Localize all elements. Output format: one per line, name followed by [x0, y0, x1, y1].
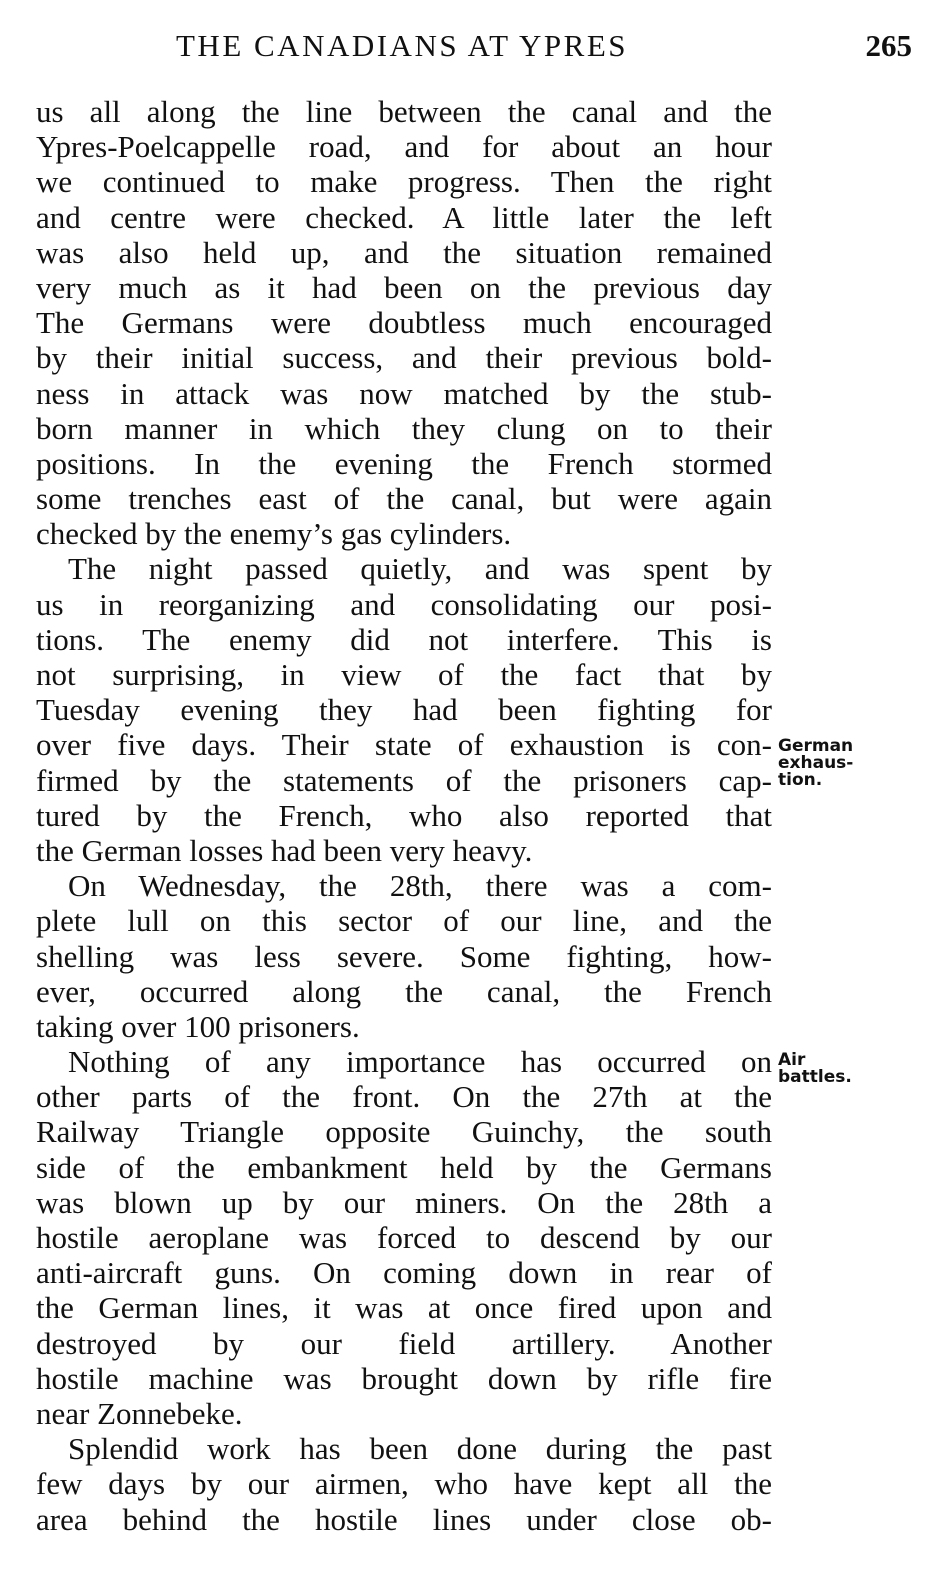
text-line: Railway Triangle opposite Guinchy, the south: [36, 1114, 772, 1150]
text-line: ness in attack was now matched by the stub-: [36, 375, 772, 411]
text-line: side of the embankment held by the Germans: [36, 1149, 772, 1185]
text-line: shelling was less severe. Some fighting, how-: [36, 938, 772, 974]
text-line: by their initial success, and their previous bold-: [36, 340, 772, 376]
body-text: [36, 94, 772, 1537]
text-line: Ypres-Poelcappelle road, and for about an hour: [36, 129, 772, 165]
text-line: Tuesday evening they had been fighting for: [36, 692, 772, 728]
text-line: other parts of the front. On the 27th at the: [36, 1079, 772, 1115]
sidenote-line: tion.: [778, 770, 823, 790]
sidenote-air-battles: [778, 1052, 852, 1086]
text-line: hostile machine was brought down by rifle fire: [36, 1360, 772, 1396]
text-line: us in reorganizing and consolidating our posi-: [36, 586, 772, 622]
text-line: tured by the French, who also reported that: [36, 797, 772, 833]
text-line: firmed by the statements of the prisoners cap-: [36, 762, 772, 798]
text-line: was blown up by our miners. On the 28th a: [36, 1184, 772, 1220]
sidenote-line: battles.: [778, 1067, 852, 1087]
text-line: and centre were checked. A little later the left: [36, 199, 772, 235]
text-line: very much as it had been on the previous day: [36, 269, 772, 305]
running-head: [36, 28, 912, 68]
text-line: Nothing of any importance has occurred on: [68, 1044, 772, 1080]
sidenote-german-exhaustion: [778, 738, 853, 789]
text-line: taking over 100 prisoners.: [36, 1008, 360, 1044]
text-line: ever, occurred along the canal, the French: [36, 973, 772, 1009]
text-line: near Zonnebeke.: [36, 1395, 243, 1431]
text-line: plete lull on this sector of our line, and the: [36, 903, 772, 939]
text-line: born manner in which they clung on to their: [36, 410, 772, 446]
sidenote-line: exhaus-: [778, 753, 854, 773]
text-line: the German lines, it was at once fired upon and: [36, 1290, 772, 1326]
text-line: checked by the enemy’s gas cylinders.: [36, 516, 512, 552]
sidenote-line: German: [778, 736, 854, 756]
text-line: area behind the hostile lines under close ob-: [36, 1501, 772, 1537]
text-line: The night passed quietly, and was spent by: [68, 551, 772, 587]
text-line: positions. In the evening the French stormed: [36, 445, 772, 481]
text-line: some trenches east of the canal, but were again: [36, 481, 772, 517]
text-line: the German losses had been very heavy.: [36, 832, 533, 868]
sidenote-line: Air: [778, 1050, 806, 1070]
text-line: us all along the line between the canal and the: [36, 94, 772, 129]
text-line: On Wednesday, the 28th, there was a com-: [68, 868, 772, 904]
text-line: over five days. Their state of exhaustion is con-: [36, 727, 772, 763]
page-number: 265: [865, 28, 912, 63]
text-line: was also held up, and the situation remained: [36, 234, 772, 270]
text-line: not surprising, in view of the fact that by: [36, 657, 772, 692]
text-line: Splendid work has been done during the past: [68, 1431, 772, 1467]
text-line: few days by our airmen, who have kept all the: [36, 1466, 772, 1502]
text-line: destroyed by our field artillery. Another: [36, 1325, 772, 1361]
text-line: we continued to make progress. Then the right: [36, 164, 772, 200]
text-line: hostile aeroplane was forced to descend by our: [36, 1220, 772, 1255]
running-title: THE CANADIANS AT YPRES: [176, 28, 629, 63]
text-line: anti-aircraft guns. On coming down in rear of: [36, 1255, 772, 1291]
text-line: The Germans were doubtless much encouraged: [36, 305, 772, 341]
text-line: tions. The enemy did not interfere. This is: [36, 621, 772, 657]
